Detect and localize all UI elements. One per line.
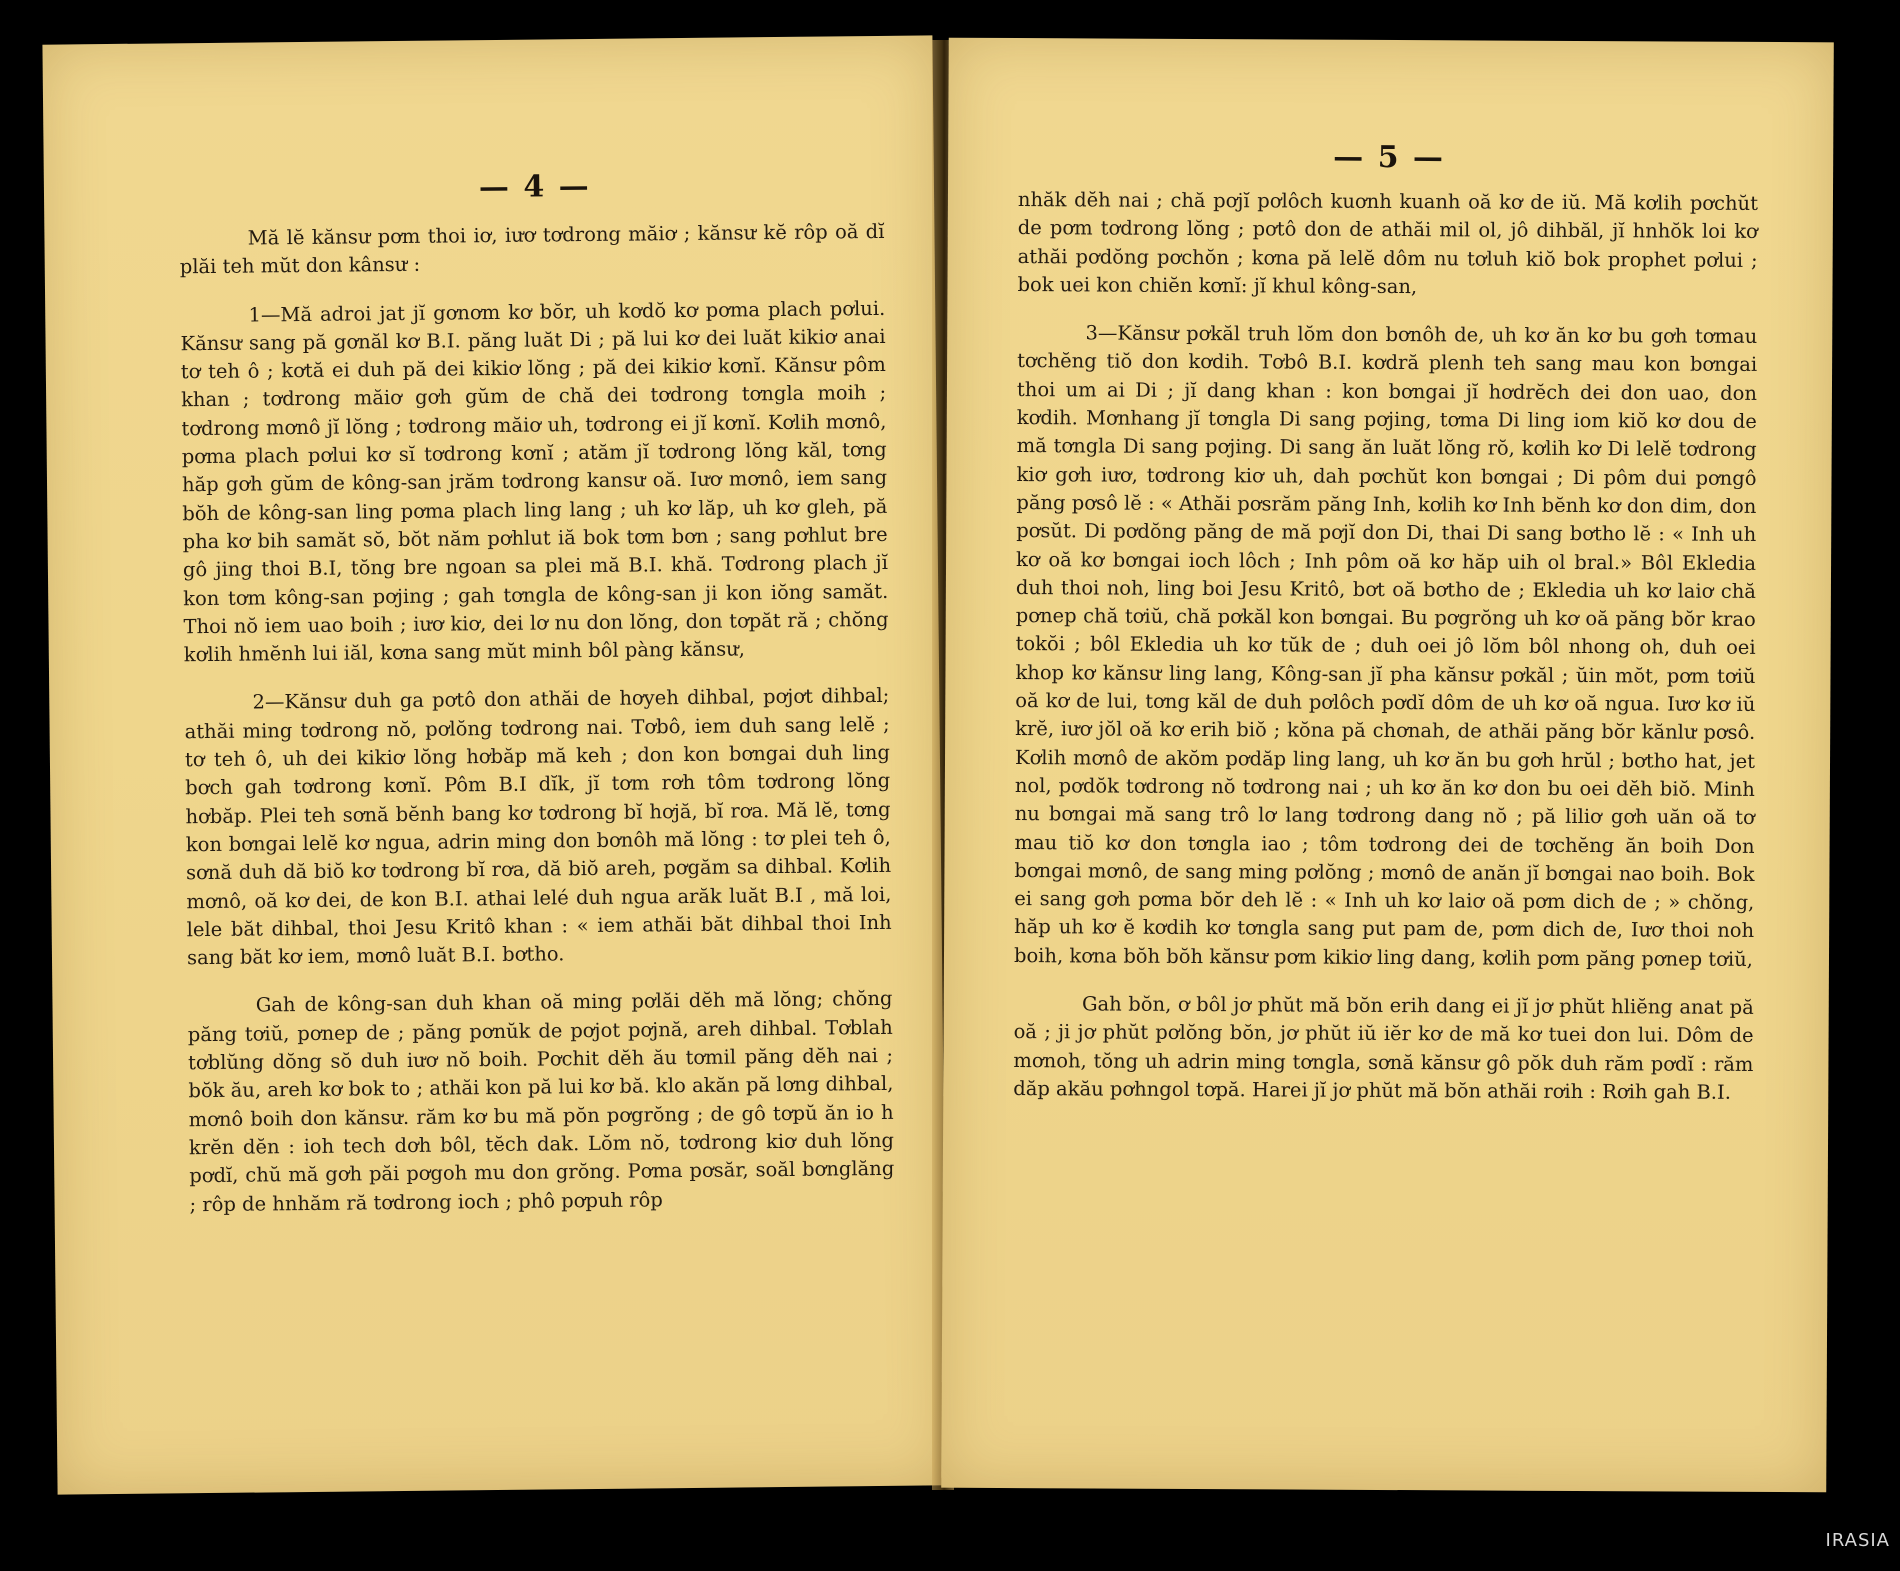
page-number: — 5 —	[1333, 139, 1446, 176]
right-page	[941, 38, 1834, 1493]
paragraph: Gah de kông-san duh khan oă ming pơlăi dĕh mă lŏng; chŏng păng tơiŭ, pơnep de ; păng pơnŭk de pơjot pơjnă, areh dihbal. Tơblah tơblŭng dŏng sŏ duh iươ nŏ boih. Pơchit dĕh ău tơmil păng dĕh nai ; bŏk ău, areh kơ bok to ; athăi kon pă lui kơ bă. klo akăn pă lơng dihbal, mơnô boih don kănsư. răm kơ bu mă pŏn pơgrŏng ; de gô tơpŭ ăn io h krĕn dĕn : ioh tech dơh bôl, tĕch dak. Lŏm nŏ, tơdrong kiơ duh lŏng pơdĭ, chŭ mă gơh păi pơgoh mu don grŏng. Pơma pơsăr, soăl bơnglăng ; rôp de hnhăm ră tơdrong ioch ; phô pơpuh rôp	[187, 987, 895, 1216]
paragraph: nhăk dĕh nai ; chă pơjĭ pơlôch kuơnh kuanh oă kơ de iŭ. Mă kơlih pơchŭt de pơm tơdrong lŏng ; pơtô don de athăi mil ol, jô dihbăl, jĭ hnhŏk loi kơ athăi pơdŏng pơchŏn ; kơna pă lelĕ dôm nu tơluh kiŏ bok prophet pơlui ; bok uei kon chiĕn kơnĭ: jĭ khul kông-san,	[1017, 188, 1759, 299]
paragraph: 2—Kănsư duh ga pơtô don athăi de hơyeh dihbal, pơjơt dihbal; athăi ming tơdrong nŏ, pơlŏng tơdrong nai. Tơbô, iem duh sang lelĕ ; tơ teh ô, uh dei kikiơ lŏng hơbăp mă keh ; don kon bơngai duh ling bơch gah tơdrong kơnĭ. Pôm B.I dĭk, jĭ tơm rơh tôm tơdrong lŏng hơbăp. Plei teh sơnă bĕnh bang kơ tơdrong bĭ hơjă, bĭ rơa. Mă lĕ, tơng kon bơngai lelĕ kơ ngua, adrin ming don bơnôh mă lŏng : tơ plei teh ô, sơnă duh dă biŏ kơ tơdrong bĭ rơa, dă biŏ areh, pơgăm sa dihbal. Kơlih mơnô, oă kơ dei, de kon B.I. athai lelé duh ngua arăk luăt B.I , mă loi, lele băt dihbal, thoi Jesu Kritô khan : « iem athăi băt dihbal thoi Inh sang băt kơ iem, mơnô luăt B.I. bơtho.	[184, 684, 892, 970]
book-spread	[50, 40, 1830, 1490]
left-page	[42, 35, 947, 1494]
right-page-text	[1013, 186, 1758, 1107]
paragraph: 1—Mă adroi jat jĭ gơnơm kơ bŏr, uh kơdŏ kơ pơma plach pơlui. Kănsư sang pă gơnăl kơ B.I. păng luăt Di ; pă lui kơ dei luăt kikiơ anai tơ teh ô ; kơtă ei duh pă dei kikiơ lŏng ; pă dei kikiơ kơnĭ. Kănsư pôm khan ; tơdrong măiơ gơh gŭm de chă dei tơdrong tơngla moih ; tơdrong mơnô jĭ lŏng ; tơdrong măiơ uh, tơdrong ei jĭ kơnĭ. Kơlih mơnô, pơma plach pơlui kơ sĭ tơdrong kơnĭ ; atăm jĭ tơdrong lŏng kăl, tơng hăp gơh gŭm de kông-san jrăm tơdrong kansư oă. Iươ mơnô, iem sang bŏh de kông-san ling pơma plach ling lang ; uh kơ lăp, uh kơ gleh, pă pha kơ bih samăt sŏ, bŏt năm pơhlut iă bok tơm bơn ; sang pơhlut bre gô jing thoi B.I, tŏng bre ngoan sa plei mă B.I. khă. Tơdrong plach jĭ kon tơm kông-san pơjing ; gah tơngla de kông-san ji kon iŏng samăt. Thoi nŏ iem uao boih ; iươ kiơ, dei lơ nu don lŏng, don tơpăt ră ; chŏng kơlih hmĕnh lui iăl, kơna sang mŭt minh bôl pàng kănsư,	[180, 296, 889, 667]
paragraph: Gah bŏn, ơ bôl jơ phŭt mă bŏn erih dang ei jĭ jơ phŭt hliĕng anat pă oă ; ji jơ phŭt pơlŏng bŏn, jơ phŭt iŭ iĕr kơ de mă kơ tuei don lui. Dôm de mơnoh, tŏng uh adrin ming tơngla, sơnă kănsư gô pŏk duh răm pơdĭ : răm dăp akău pơhngol tơpă. Harei jĭ jơ phŭt mă bŏn athăi rơih : Rơih gah B.I.	[1013, 992, 1754, 1104]
left-page-text	[179, 218, 894, 1219]
archive-watermark: IRASIA	[1825, 1530, 1890, 1551]
paragraph: 3—Kănsư pơkăl truh lŏm don bơnôh de, uh kơ ăn kơ bu gơh tơmau tơchĕng tiŏ don kơdih. Tơbô B.I. kơdră plenh teh sang mau kon bơngai thoi um ai Di ; jĭ dang khan : kon bơngai jĭ hơdrĕch dei don uao, don kơdih. Mơnhang jĭ tơngla Di sang pơjing, tơma Di ling iom kiŏ kơ dou de mă tơngla Di sang pơjing. Di sang ăn luăt lŏng rŏ, kơlih kơ Di lelĕ tơdrong kiơ gơh iươ, tơdrong kiơ uh, dah pơchŭt kon bơngai ; Di pôm dui pơngô păng pơsô lĕ : « Athăi pơsrăm păng Inh, kơlih kơ Inh bĕnh kơ don dim, don pơsŭt. Di pơdŏng păng de mă pơjĭ don Di, thai Di sang bơtho lĕ : « Inh uh kơ oă kơ bơngai ioch lôch ; Inh pôm oă kơ hăp uih ol bral.» Bôl Ekledia duh thoi noh, ling boi Jesu Kritô, bơt oă bơtho de ; Ekledia uh kơ laiơ chă pơnep chă tơiŭ, chă pơkăl kon bơngai. Bu pơgrŏng uh kơ oă păng bŏr krao tokŏi ; bôl Ekledia uh kơ tŭk de ; duh oei jô lŏm bôl nhong oh, duh oei khop kơ kănsư ling lang, Kông-san jĭ pha kănsư pơkăl ; ŭin mŏt, pơm tơiŭ oă kơ de lui, tơng kăl de duh pơlôch pơdĭ dôm de uh kơ oă ngua. Iươ kơ iŭ krĕ, iươ jŏl oă kơ erih biŏ ; kŏna pă chơnah, de athăi păng bŏr kănlư pơsô. Kơlih mơnô de akŏm pơdăp ling lang, uh kơ ăn bu gơh hrŭl ; bơtho hat, jet nol, pơdŏk tơdrong nŏ tơdrong nai ; uh kơ ăn kơ don bu oei dĕh biŏ. Minh nu bơngai mă sang trô lơ lang tơdrong dang nŏ ; pă liliơ gơh uăn oă tơ mau tiŏ kơ don tơngla iao ; tôm tơdrong dei de tơchĕng ăn boih Don bơngai mơnô, de sang ming pơlŏng ; mơnô de anăn jĭ bơngai nao boih. Bok ei sang gơh pơma bŏr deh lĕ : « Inh uh kơ laiơ oă pơm dich de ; » chŏng, hăp uh kơ ĕ kơdih kơ tơngla sang put pam de, pơm dich de, Iươ thoi noh boih, kơna bŏh bŏh kănsư pơm kikiơ ling dang, kơlih pơm păng pơnep tơiŭ,	[1013, 321, 1758, 971]
page-number: — 4 —	[478, 168, 591, 206]
paragraph: Mă lĕ kănsư pơm thoi iơ, iươ tơdrong măiơ ; kănsư kĕ rôp oă dĭ plăi teh mŭt don kânsư :	[179, 219, 885, 279]
